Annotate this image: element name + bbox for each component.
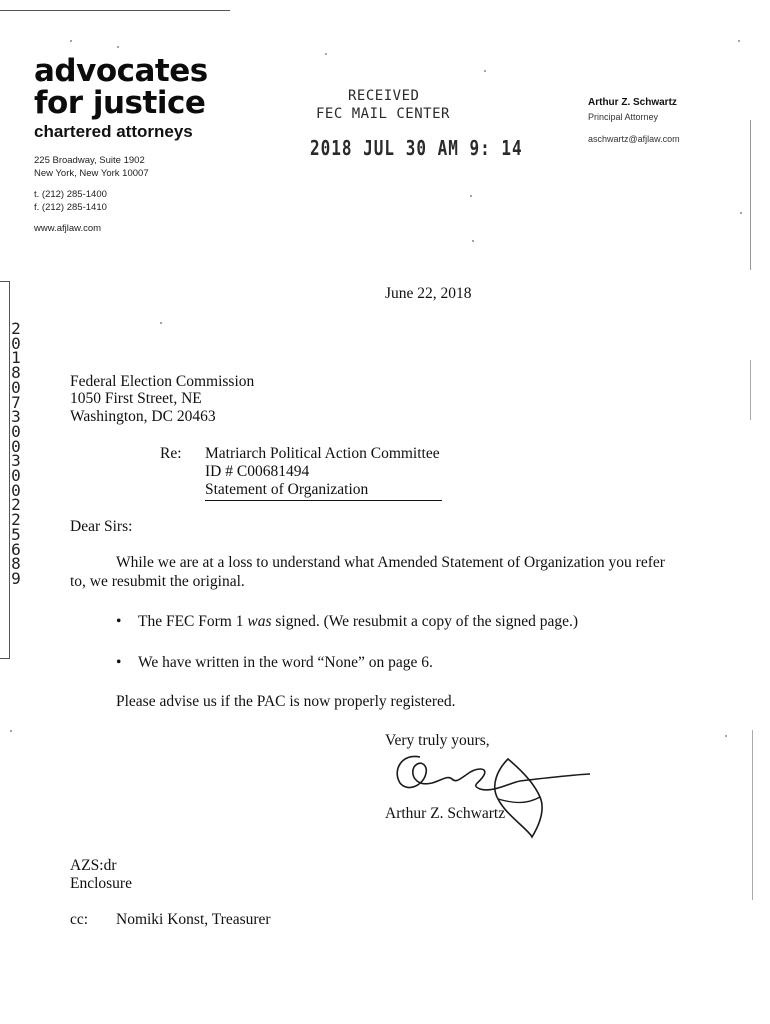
scan-speck <box>10 730 12 732</box>
enclosure-note: Enclosure <box>70 875 132 892</box>
control-number-digit: 0 <box>11 421 21 441</box>
control-number-digit: 0 <box>11 466 21 486</box>
attorney-title: Principal Attorney <box>588 112 659 122</box>
control-number-digit: 7 <box>11 392 21 412</box>
control-number-digit: 3 <box>11 407 21 427</box>
salutation: Dear Sirs: <box>70 518 133 535</box>
re-line-3: Statement of Organization <box>205 481 442 501</box>
control-number-digit: 0 <box>11 480 21 500</box>
cc-label: cc: <box>70 911 89 928</box>
scan-speck <box>738 40 740 42</box>
firm-logo-line2: for justice <box>34 85 206 121</box>
address-line-1: 225 Broadway, Suite 1902 <box>34 155 145 166</box>
cc-recipient: Nomiki Konst, Treasurer <box>116 911 271 928</box>
re-line-1: Matriarch Political Action Committee <box>205 445 440 462</box>
bullet-1-prefix: The FEC Form 1 <box>138 613 248 630</box>
received-stamp-line2: FEC MAIL CENTER <box>316 106 450 122</box>
recipient-line-2: 1050 First Street, NE <box>70 390 202 407</box>
bullet-1-suffix: signed. (We resubmit a copy of the signed page.) <box>271 613 579 630</box>
handwritten-signature <box>380 745 595 845</box>
document-control-number <box>8 319 24 588</box>
attorney-name: Arthur Z. Schwartz <box>588 97 677 108</box>
received-stamp-line1: RECEIVED <box>348 88 420 104</box>
control-number-digit: 0 <box>11 436 21 456</box>
bullet-2-text: We have written in the word “None” on page 6. <box>138 654 433 671</box>
address-line-2: New York, New York 10007 <box>34 168 149 179</box>
scan-speck <box>470 195 472 197</box>
scan-speck <box>725 735 727 737</box>
scan-speck <box>740 212 742 214</box>
control-number-digit: 6 <box>11 539 21 559</box>
website-link[interactable]: www.afjlaw.com <box>34 223 102 234</box>
control-number-digit: 8 <box>11 554 21 574</box>
control-number-digit: 3 <box>11 451 21 471</box>
scan-speck <box>472 240 474 242</box>
phone-number: t. (212) 285-1400 <box>34 189 107 200</box>
typist-initials: AZS:dr <box>70 857 117 874</box>
control-number-digit: 8 <box>11 363 21 383</box>
scan-speck <box>160 322 162 324</box>
closing-request: Please advise us if the PAC is now properly registered. <box>116 693 456 710</box>
scan-speck <box>70 40 72 42</box>
firm-logo-line1: advocates <box>34 53 208 89</box>
scan-speck <box>117 46 119 48</box>
signer-name: Arthur Z. Schwartz <box>385 805 506 822</box>
bullet-1-text <box>138 613 578 631</box>
control-number-digit: 9 <box>11 568 21 588</box>
bullet-2-marker: • <box>116 654 122 671</box>
scan-speck <box>325 53 327 55</box>
paragraph-1-line-1: While we are at a loss to understand what Amended Statement of Organization you refer <box>116 554 665 571</box>
control-number-digit: 0 <box>11 377 21 397</box>
firm-tagline: chartered attorneys <box>34 122 193 141</box>
fax-number: f. (212) 285-1410 <box>34 202 107 213</box>
control-number-digit: 2 <box>11 510 21 530</box>
re-line-2: ID # C00681494 <box>205 463 310 480</box>
scan-edge-line <box>752 730 753 900</box>
control-number-digit: 0 <box>11 333 21 353</box>
scan-edge-line <box>750 120 751 270</box>
bullet-1-emphasis: was <box>247 613 272 630</box>
bullet-1-marker: • <box>116 613 122 630</box>
scan-edge-line <box>750 360 751 420</box>
control-number-digit: 2 <box>11 319 21 338</box>
control-number-digit: 1 <box>11 348 21 368</box>
attorney-email[interactable]: aschwartz@afjlaw.com <box>588 134 680 144</box>
re-label: Re: <box>160 445 182 462</box>
scan-speck <box>484 70 486 72</box>
recipient-line-1: Federal Election Commission <box>70 373 255 390</box>
valediction: Very truly yours, <box>385 732 490 749</box>
paragraph-1-line-2: to, we resubmit the original. <box>70 573 245 590</box>
letter-date: June 22, 2018 <box>385 285 472 302</box>
control-number-digit: 2 <box>11 495 21 515</box>
scan-edge-line <box>0 10 230 11</box>
control-number-digit: 5 <box>11 524 21 544</box>
received-stamp-date: 2018 JUL 30 AM 9: 14 <box>310 136 523 160</box>
recipient-line-3: Washington, DC 20463 <box>70 408 216 425</box>
